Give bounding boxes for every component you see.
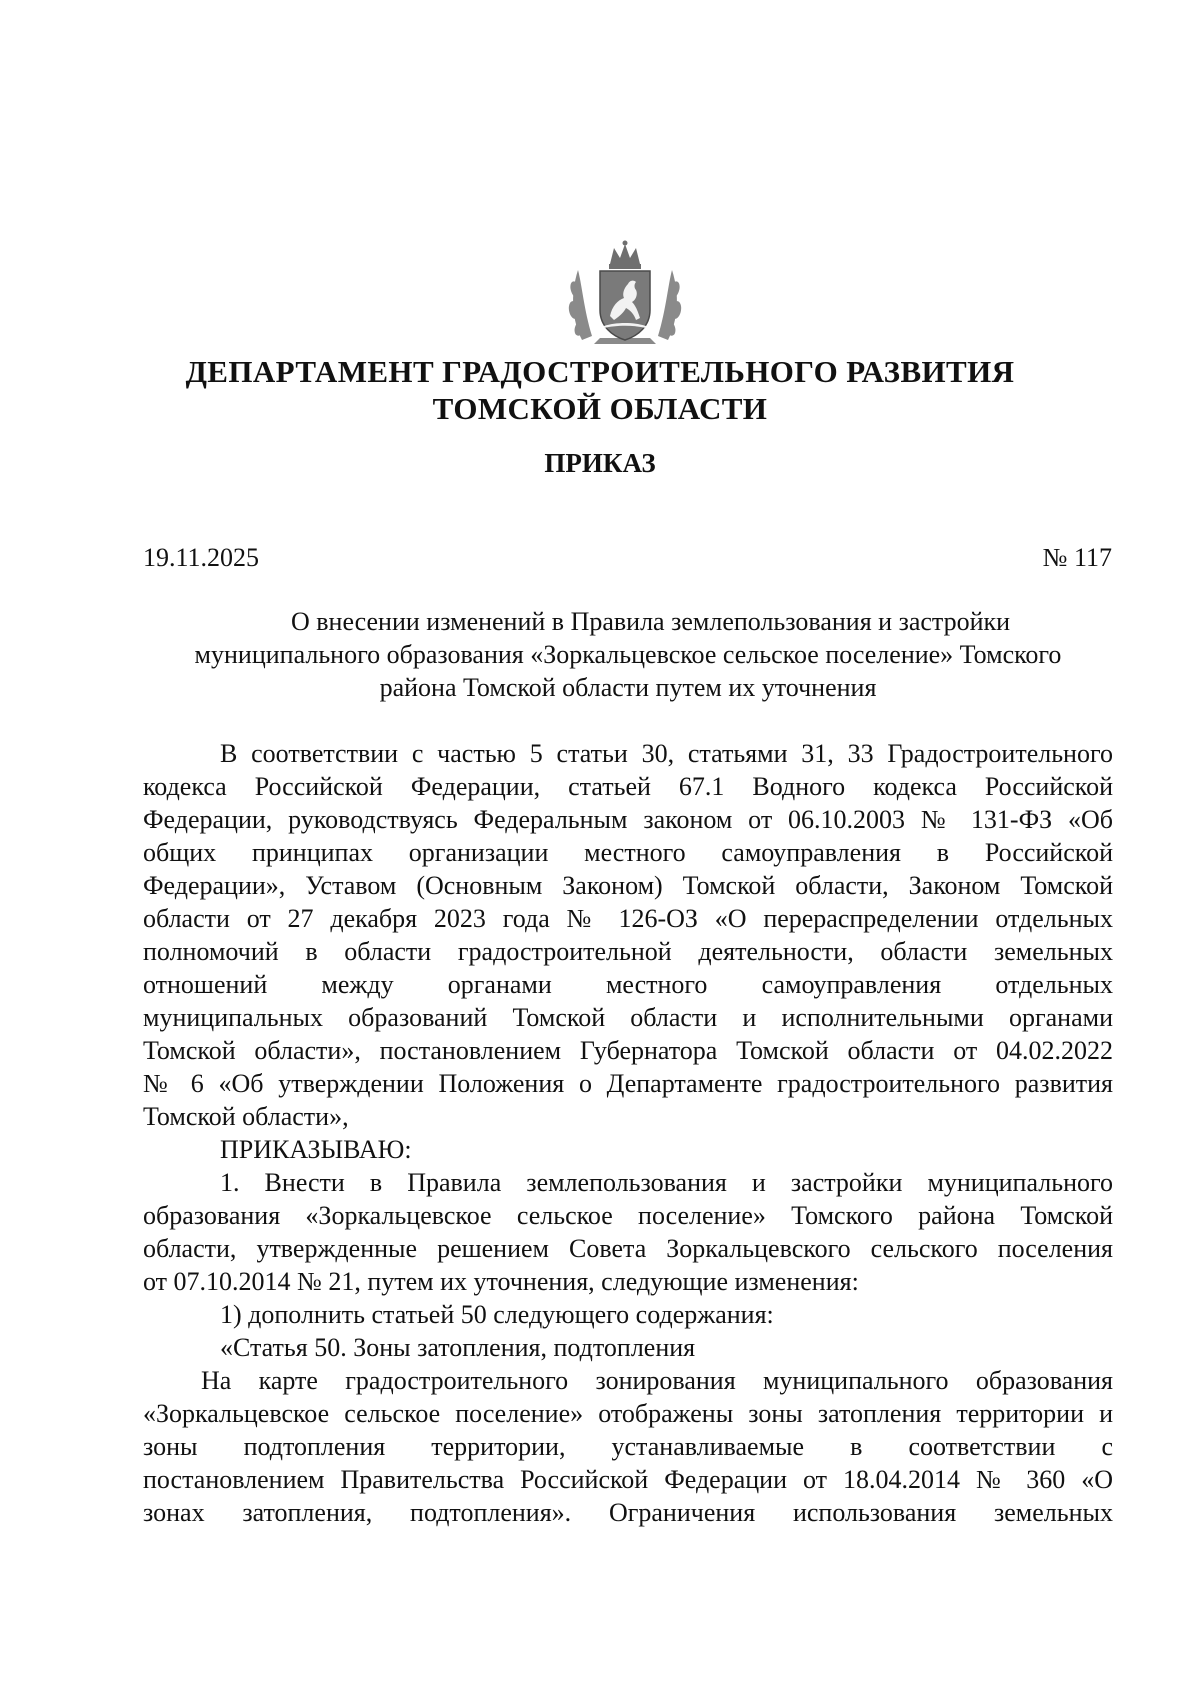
document-body	[143, 737, 1113, 1529]
tomsk-oblast-coat-of-arms-icon	[564, 240, 686, 350]
document-number: № 117	[1042, 543, 1112, 572]
body-line: № 6 «Об утверждении Положения о Департаменте градостроительного развития	[143, 1069, 1113, 1098]
department-name-line1: ДЕПАРТАМЕНТ ГРАДОСТРОИТЕЛЬНОГО РАЗВИТИЯ	[185, 354, 1015, 389]
body-line: Федерации, руководствуясь Федеральным законом от 06.10.2003 № 131-ФЗ «Об	[143, 805, 1113, 834]
body-line: В соответствии с частью 5 статьи 30, статьями 31, 33 Градостроительного	[220, 739, 1113, 768]
body-line: На карте градостроительного зонирования муниципального образования	[201, 1366, 1113, 1395]
body-line: зоны подтопления территории, устанавливаемые в соответствии с	[143, 1432, 1113, 1461]
department-name-line2: ТОМСКОЙ ОБЛАСТИ	[432, 391, 768, 426]
order-keyword: ПРИКАЗЫВАЮ:	[220, 1135, 412, 1164]
body-line: области от 27 декабря 2023 года № 126-ОЗ «О перераспределении отдельных	[143, 904, 1113, 933]
body-line: «Зоркальцевское сельское поселение» отображены зоны затопления территории и	[143, 1399, 1113, 1428]
article-heading: «Статья 50. Зоны затопления, подтопления	[220, 1333, 696, 1362]
body-line: отношений между органами местного самоуправления отдельных	[143, 970, 1113, 999]
body-line: 1) дополнить статьей 50 следующего содержания:	[220, 1300, 774, 1329]
body-line: муниципальных образований Томской области и исполнительными органами	[143, 1003, 1113, 1032]
document-date: 19.11.2025	[143, 543, 260, 572]
body-line: Томской области»,	[143, 1102, 349, 1131]
body-line: образования «Зоркальцевское сельское поселение» Томского района Томской	[143, 1201, 1113, 1230]
body-line: полномочий в области градостроительной деятельности, области земельных	[143, 937, 1113, 966]
body-line: Федерации», Уставом (Основным Законом) Томской области, Законом Томской	[143, 871, 1113, 900]
body-line: зонах затопления, подтопления». Ограничения использования земельных	[143, 1498, 1113, 1527]
document-type: ПРИКАЗ	[544, 448, 656, 478]
body-line: кодекса Российской Федерации, статьей 67.1 Водного кодекса Российской	[143, 772, 1113, 801]
body-line: общих принципах организации местного самоуправления в Российской	[143, 838, 1113, 867]
body-line: Томской области», постановлением Губернатора Томской области от 04.02.2022	[143, 1036, 1113, 1065]
body-line: от 07.10.2014 № 21, путем их уточнения, следующие изменения:	[143, 1267, 859, 1296]
body-line: области, утвержденные решением Совета Зоркальцевского сельского поселения	[143, 1234, 1113, 1263]
subject-line: района Томской области путем их уточнения	[379, 673, 877, 702]
document-subject	[143, 605, 1113, 704]
subject-line: муниципального образования «Зоркальцевское сельское поселение» Томского	[194, 640, 1062, 669]
subject-line: О внесении изменений в Правила землепользования и застройки	[291, 607, 1011, 636]
body-line: постановлением Правительства Российской Федерации от 18.04.2014 № 360 «О	[143, 1465, 1113, 1494]
body-line: 1. Внести в Правила землепользования и застройки муниципального	[220, 1168, 1113, 1197]
